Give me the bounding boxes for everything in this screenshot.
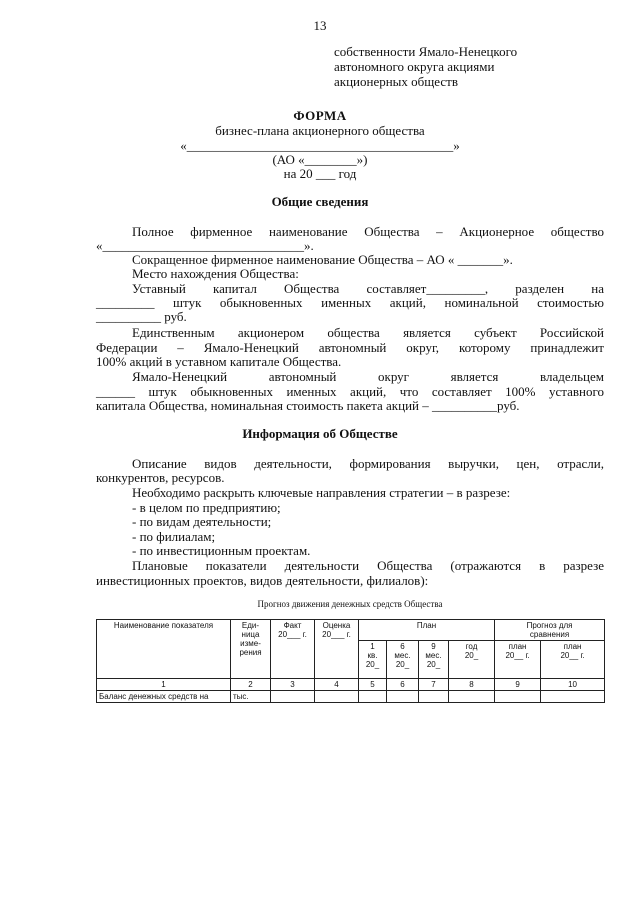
section-info-title: Информация об Обществе <box>242 426 398 441</box>
paragraph-line: инвестиционных проектов, видов деятельности, филиалов): <box>96 573 429 588</box>
column-number: 7 <box>419 679 449 691</box>
company-name-blank: «_________________________________________» <box>180 138 460 153</box>
paragraph-line: конкурентов, ресурсов. <box>96 470 225 485</box>
table-cell <box>541 691 605 703</box>
header-fact: Факт 20___ г. <box>271 620 315 679</box>
row-unit: тыс. <box>231 691 271 703</box>
form-title: ФОРМА <box>293 108 347 123</box>
column-number: 4 <box>315 679 359 691</box>
list-item: - по видам деятельности; <box>132 514 272 529</box>
row-label: Баланс денежных средств на <box>97 691 231 703</box>
paragraph-line: Сокращенное фирменное наименование Общества – АО « _______». <box>132 252 513 267</box>
plan-year: на 20 ___ год <box>283 166 357 181</box>
table-cell <box>271 691 315 703</box>
header-unit: Еди- ница изме- рения <box>231 620 271 679</box>
header-forecast-plan: план 20__ г. <box>541 641 605 679</box>
page-number: 13 <box>313 18 327 33</box>
header-plan-9m: 9 мес. 20_ <box>419 641 449 679</box>
table-cell <box>495 691 541 703</box>
column-number: 1 <box>97 679 231 691</box>
header-plan-q1: 1 кв. 20_ <box>359 641 387 679</box>
paragraph-line: Необходимо раскрыть ключевые направления стратегии – в разрезе: <box>132 485 511 500</box>
header-forecast-plan: план 20__ г. <box>495 641 541 679</box>
list-item: - по инвестиционным проектам. <box>132 543 311 558</box>
paragraph-line: __________ руб. <box>96 309 187 324</box>
table-row <box>97 691 605 703</box>
table-cell <box>387 691 419 703</box>
header-note <box>334 44 517 89</box>
paragraph-line: Уставный капитал Общества составляет_________, разделен на <box>132 281 604 296</box>
table-cell <box>449 691 495 703</box>
section-general-title: Общие сведения <box>271 194 369 209</box>
column-number: 6 <box>387 679 419 691</box>
ao-name-blank: (АО «________») <box>272 152 368 167</box>
header-estimate: Оценка 20___ г. <box>315 620 359 679</box>
paragraph-line: 100% акций в уставном капитале Общества. <box>96 354 342 369</box>
list-item: - в целом по предприятию; <box>132 500 281 515</box>
paragraph-line: капитала Общества, номинальная стоимость пакета акций – __________руб. <box>96 398 520 413</box>
table-cell <box>315 691 359 703</box>
header-line: собственности Ямало-Ненецкого <box>334 44 518 59</box>
paragraph-line: Место нахождения Общества: <box>132 266 299 281</box>
column-number: 5 <box>359 679 387 691</box>
column-number: 9 <box>495 679 541 691</box>
paragraph-line: _________ штук обыкновенных именных акций, номинальной стоимостью <box>96 295 604 310</box>
form-subtitle: бизнес-плана акционерного общества <box>215 123 425 138</box>
header-line: автономного округа акциями <box>334 59 495 74</box>
column-number: 10 <box>541 679 605 691</box>
paragraph-line: Описание видов деятельности, формирования выручки, цен, отрасли, <box>132 456 604 471</box>
paragraph-line: ______ штук обыкновенных именных акций, что составляет 100% уставного <box>96 384 604 399</box>
table-cell <box>359 691 387 703</box>
paragraph-line: Ямало-Ненецкий автономный округ является владельцем <box>132 369 604 384</box>
column-number: 2 <box>231 679 271 691</box>
cash-flow-table <box>96 619 605 703</box>
header-plan: План <box>359 620 495 641</box>
paragraph-line: Полное фирменное наименование Общества – Акционерное общество <box>132 224 604 239</box>
column-number: 8 <box>449 679 495 691</box>
list-item: - по филиалам; <box>132 529 216 544</box>
table-cell <box>419 691 449 703</box>
paragraph-line: «_______________________________». <box>96 238 314 253</box>
header-indicator: Наименование показателя <box>97 620 231 679</box>
paragraph-line: Единственным акционером общества является субъект Российской <box>132 325 604 340</box>
column-number: 3 <box>271 679 315 691</box>
paragraph-line: Плановые показатели деятельности Общества (отражаются в разрезе <box>132 558 604 573</box>
table-caption: Прогноз движения денежных средств Общества <box>257 599 443 609</box>
header-line: акционерных обществ <box>334 74 458 89</box>
table-row-numbers <box>97 679 605 691</box>
paragraph-line: Федерации – Ямало-Ненецкий автономный округ, которому принадлежит <box>96 340 604 355</box>
header-plan-year: год 20_ <box>449 641 495 679</box>
header-forecast: Прогноз для сравнения <box>495 620 605 641</box>
header-plan-6m: 6 мес. 20_ <box>387 641 419 679</box>
